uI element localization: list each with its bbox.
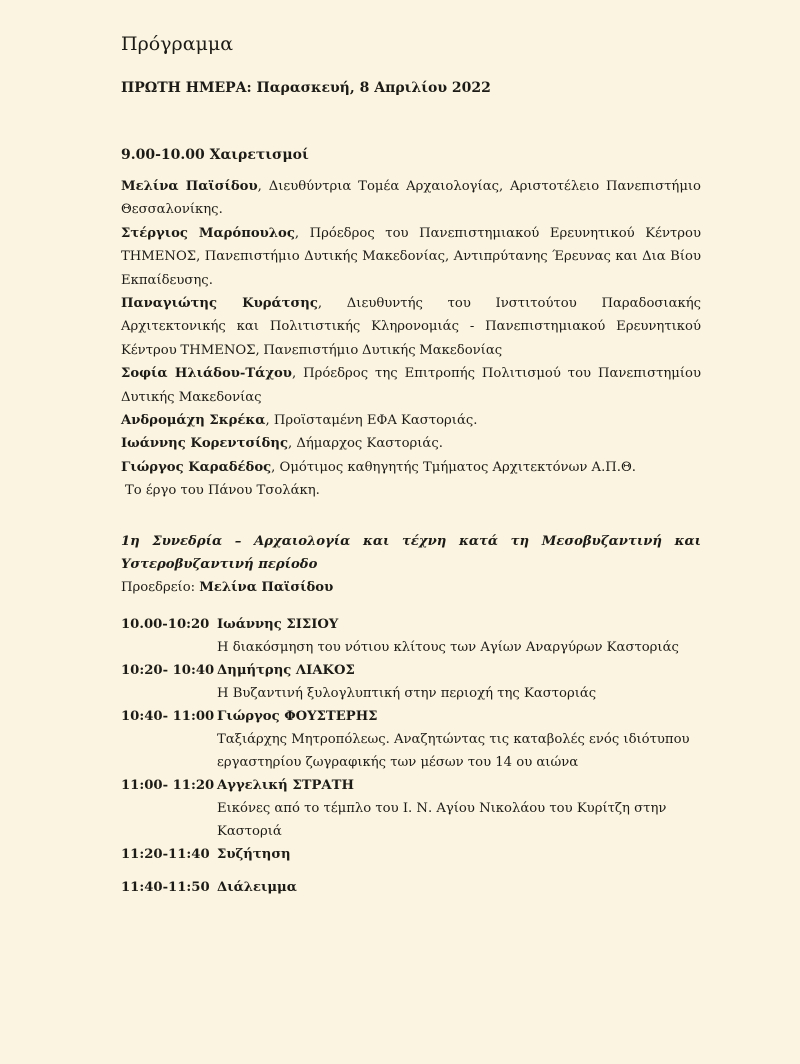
- program-content: [217, 876, 721, 899]
- program-speaker: Διάλειμμα: [217, 880, 297, 895]
- speaker-entry: [121, 175, 701, 222]
- program-row: [121, 659, 721, 705]
- work-line: Το έργο του Πάνου Τσολάκη.: [125, 483, 320, 499]
- program-speaker: Αγγελική ΣΤΡΑΤΗ: [217, 778, 354, 793]
- program-speaker: Συζήτηση: [217, 847, 291, 862]
- program-talk: Η διακόσμηση του νότιου κλίτους των Αγίων Αναργύρων Καστοριάς: [217, 640, 679, 655]
- speaker-role: , Πρόεδρος της Επιτροπής Πολιτισμού του Πανεπιστημίου Δυτικής Μακεδονίας: [121, 366, 701, 405]
- program-time: 11:40-11:50: [121, 880, 210, 895]
- program-content: [217, 774, 721, 843]
- speaker-role: , Δήμαρχος Καστοριάς.: [287, 436, 443, 452]
- speaker-entry: [121, 409, 701, 432]
- speaker-entry: [121, 292, 701, 362]
- program-row: [121, 876, 721, 899]
- program-speaker: Δημήτρης ΛΙΑΚΟΣ: [217, 663, 355, 678]
- speaker-name: Στέργιος Μαρόπουλος: [121, 225, 295, 241]
- program-row: [121, 843, 721, 866]
- welcome-header: 9.00-10.00 Χαιρετισμοί: [121, 147, 309, 163]
- program-time: 10.00-10:20: [121, 617, 210, 632]
- program-speaker: Γιώργος ΦΟΥΣΤΕΡΗΣ: [217, 709, 378, 724]
- session-title: 1η Συνεδρία – Αρχαιολογία και τέχνη κατά τη Μεσοβυζαντινή και Υστεροβυζαντινή περίοδο: [121, 534, 701, 573]
- speaker-entry: [121, 432, 701, 455]
- speaker-name: Ανδρομάχη Σκρέκα: [121, 413, 266, 429]
- program-table: [121, 613, 721, 899]
- speaker-entry: [121, 362, 701, 409]
- program-content: [217, 843, 721, 866]
- program-row: [121, 705, 721, 774]
- program-row: [121, 774, 721, 843]
- speaker-entry: [121, 222, 701, 292]
- speaker-name: Μελίνα Παϊσίδου: [121, 179, 258, 194]
- program-talk: Η Βυζαντινή ξυλογλυπτική στην περιοχή της Καστοριάς: [217, 686, 597, 701]
- program-time: 10:40- 11:00: [121, 709, 215, 724]
- program-talk: Ταξιάρχης Μητροπόλεως. Αναζητώντας τις καταβολές ενός ιδιότυπου εργαστηρίου ζωγραφικής των μέσων του 14 ου αιώνα: [217, 732, 690, 770]
- program-content: [217, 613, 721, 659]
- speaker-role: , Προϊσταμένη ΕΦΑ Καστοριάς.: [265, 413, 478, 429]
- speaker-name: Γιώργος Καραδέδος: [121, 459, 272, 475]
- speaker-role: , Πρόεδρος του Πανεπιστημιακού Ερευνητικού Κέντρου ΤΗΜΕΝΟΣ, Πανεπιστήμιο Δυτικής Μακεδονίας, Αντιπρύτανης Έρευνας και Δια Βίου Εκπαίδευσης.: [121, 225, 701, 288]
- program-row: [121, 613, 721, 659]
- chair-name: Μελίνα Παϊσίδου: [199, 580, 334, 595]
- speaker-name: Ιωάννης Κορεντσίδης: [121, 436, 288, 452]
- program-content: [217, 705, 721, 774]
- speaker-role: , Διευθυντής του Ινστιτούτου Παραδοσιακής Αρχιτεκτονικής και Πολιτιστικής Κληρονομιάς - Πανεπιστημιακού Ερευνητικού Κέντρου ΤΗΜΕΝΟΣ, Πανεπιστήμιο Δυτικής Μακεδονίας: [121, 296, 701, 358]
- speaker-role: , Ομότιμος καθηγητής Τμήματος Αρχιτεκτόνων Α.Π.Θ.: [271, 459, 636, 475]
- speaker-name: Σοφία Ηλιάδου-Τάχου: [121, 366, 292, 382]
- program-time: 10:20- 10:40: [121, 663, 215, 678]
- program-time: 11:00- 11:20: [121, 778, 215, 793]
- chair-label: Προεδρείο:: [121, 580, 200, 595]
- speaker-role: , Διευθύντρια Τομέα Αρχαιολογίας, Αριστοτέλειο Πανεπιστήμιο Θεσσαλονίκης.: [121, 179, 701, 218]
- chair-line: [121, 580, 333, 595]
- speaker-entry: [121, 456, 701, 479]
- program-talk: Εικόνες από το τέμπλο του Ι. Ν. Αγίου Νικολάου του Κυρίτζη στην Καστοριά: [217, 801, 667, 839]
- day-line: ΠΡΩΤΗ ΗΜΕΡΑ: Παρασκευή, 8 Απριλίου 2022: [121, 80, 491, 96]
- row-gap: [121, 866, 721, 876]
- speakers-list: [121, 175, 701, 503]
- program-speaker: Ιωάννης ΣΙΣΙΟΥ: [217, 617, 339, 632]
- page-title: Πρόγραμμα: [121, 33, 234, 55]
- program-content: [217, 659, 721, 705]
- speaker-name: Παναγιώτης Κυράτσης: [121, 296, 318, 312]
- program-time: 11:20-11:40: [121, 847, 210, 862]
